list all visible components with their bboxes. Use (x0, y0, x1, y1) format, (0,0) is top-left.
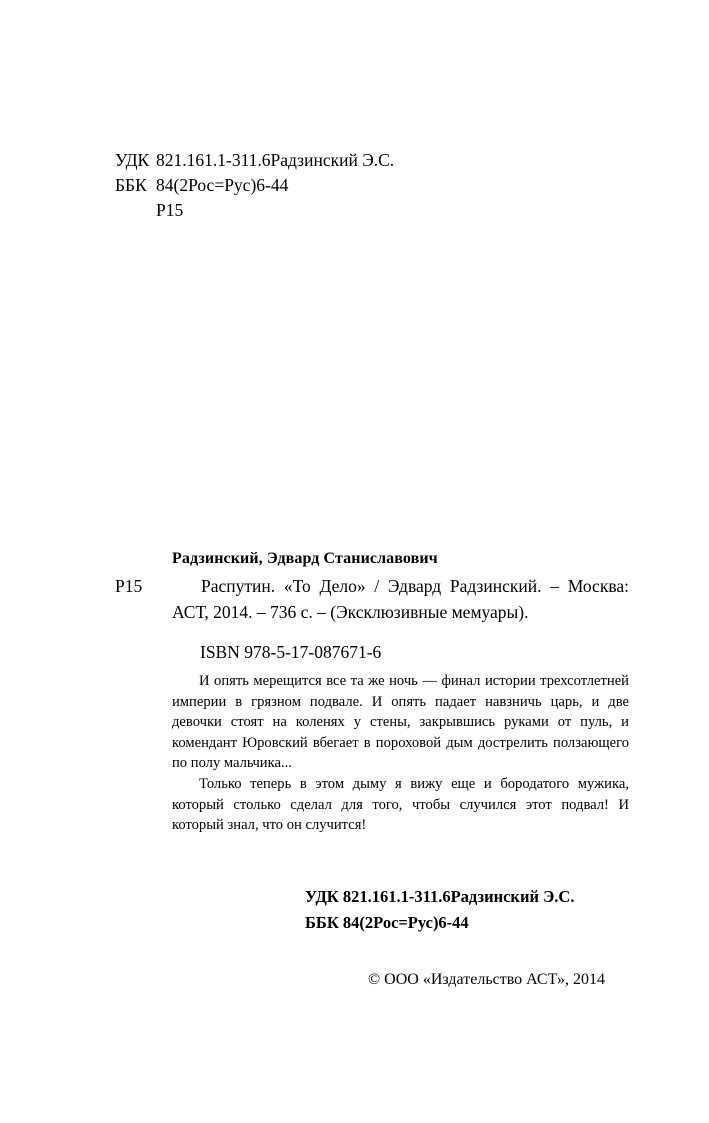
biblio-description-wrap (115, 573, 629, 625)
udk-line-bottom: УДК 821.161.1-311.6Радзинский Э.С. (305, 887, 575, 906)
bbk-line-bottom: ББК 84(2Рос=Рус)6-44 (305, 913, 469, 932)
classification-block-bottom (305, 884, 574, 936)
udk-row-top (115, 148, 394, 173)
shelf-mark-code-top: Р15 (156, 200, 184, 220)
copyright-notice: © ООО «Издательство АСТ», 2014 (368, 971, 605, 988)
udk-label-top: УДК (115, 150, 150, 170)
isbn-line: ISBN 978-5-17-087671-6 (200, 642, 382, 662)
cip-record (115, 548, 629, 836)
udk-code-top: 821.161.1-311.6Радзинский Э.С. (156, 150, 395, 170)
bbk-row-top (115, 173, 394, 198)
bbk-code-top: 84(2Рос=Рус)6-44 (156, 175, 289, 195)
classification-block-top (115, 148, 394, 223)
shelf-mark-row-top (115, 198, 394, 223)
bbk-label-top: ББК (115, 175, 147, 195)
shelf-mark-record: Р15 (115, 576, 143, 596)
author-name: Радзинский, Эдвард Станиславович (172, 550, 438, 567)
annotation-paragraph-2: Только теперь в этом дыму я вижу еще и бородатого мужика, который столько сделал для того, чтобы случился этот подвал! И который знал, что он случится! (172, 775, 629, 834)
annotation-paragraph-1: И опять мерещится все та же ночь — финал истории трехсотлетней империи в грязном подвале. И опять падает навзничь царь, и две девочки стоят на коленях у стены, закрывшись руками от пуль, и комендант Юровский вбегает в пороховой дым дострелить ползающего по полу мальчика... (172, 673, 629, 772)
annotation-text (172, 671, 629, 836)
biblio-description: Распутин. «То Дело» / Эдвард Радзинский. – Москва: АСТ, 2014. – 736 с. – (Эксклюзивные мемуары). (172, 576, 629, 622)
